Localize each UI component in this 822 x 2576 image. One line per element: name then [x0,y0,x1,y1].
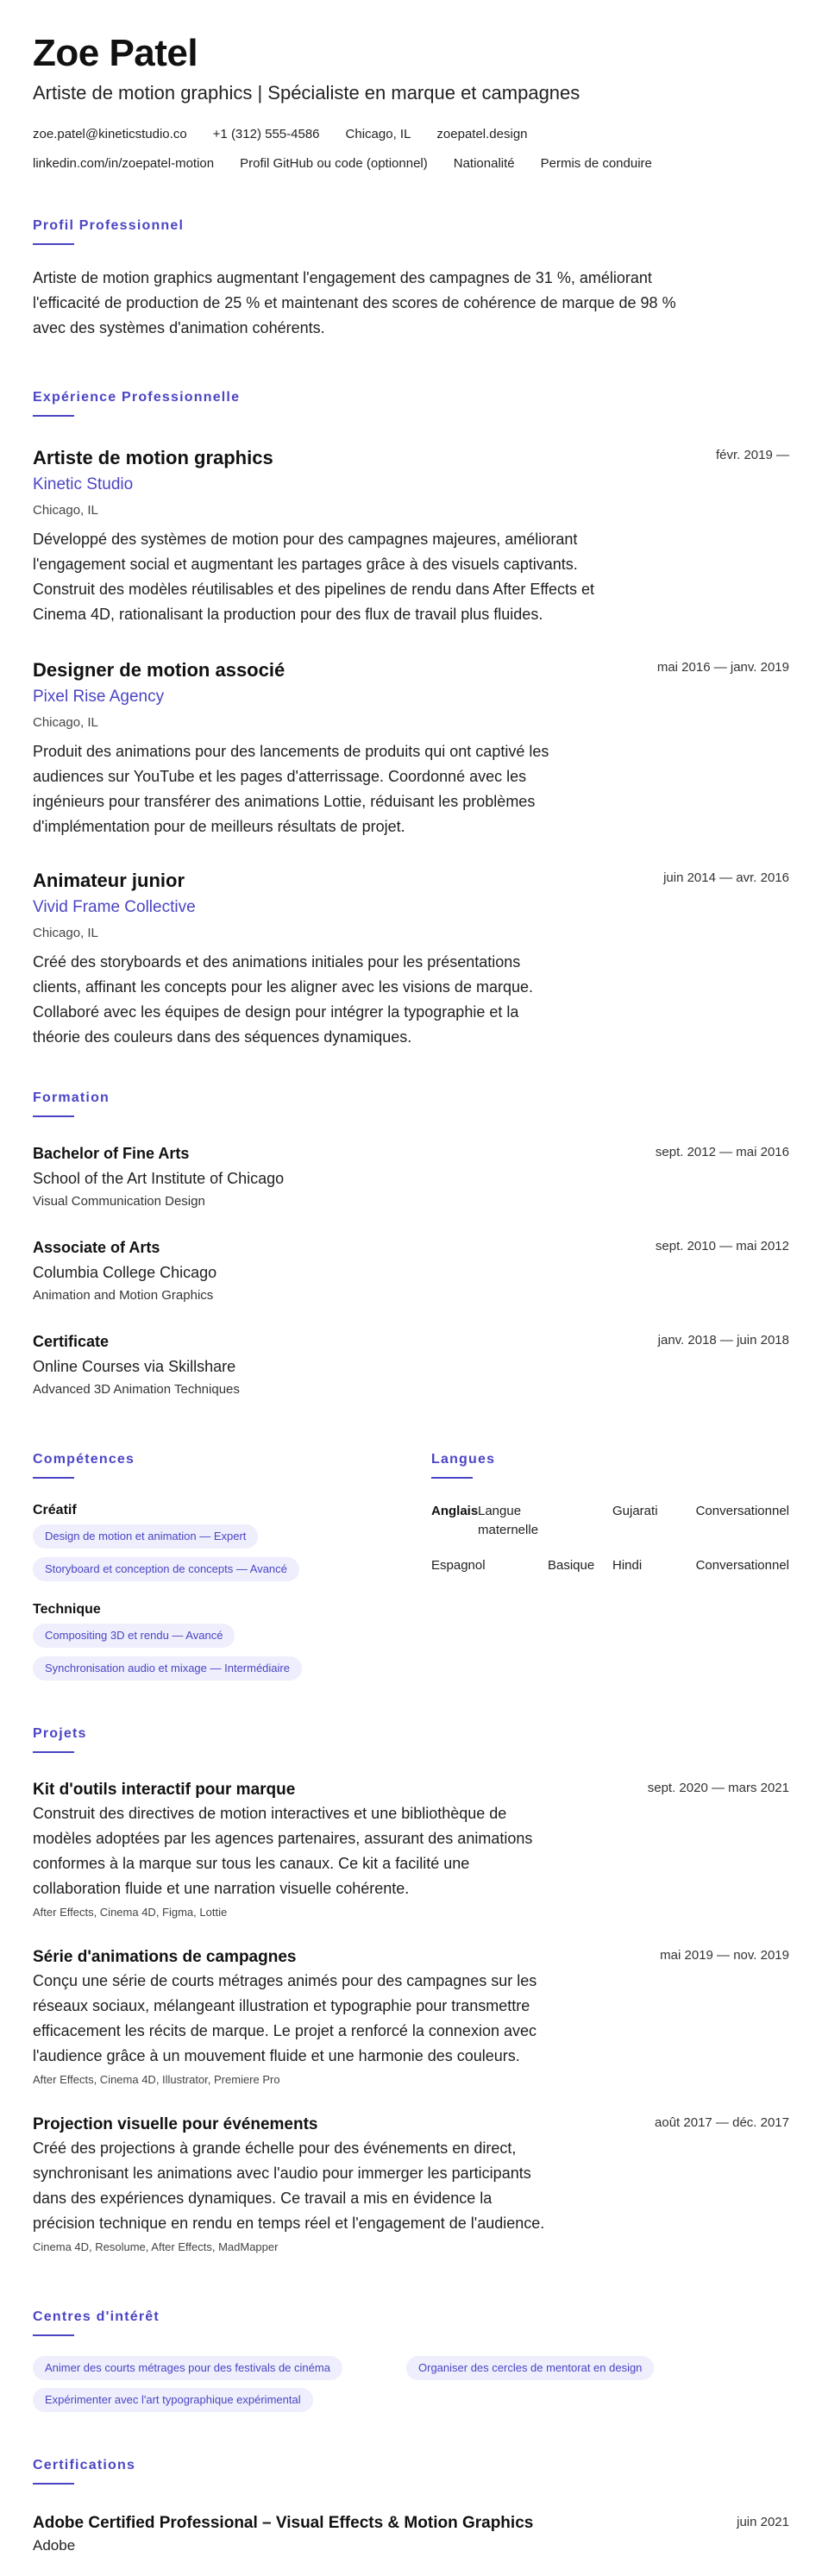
section-title-languages: Langues [431,1452,496,1467]
contact-email[interactable]: zoe.patel@kineticstudio.co [33,127,187,141]
job-desc-line: théorie des couleurs dans des séquences dynamiques. [33,1028,412,1046]
interest-pill: Animer des courts métrages pour des festivals de cinéma [33,2356,342,2380]
section-rule [33,1751,74,1753]
job-location: Chicago, IL [33,715,98,730]
job-desc-line: Cinema 4D, rationalisant la production pour des flux de travail plus fluides. [33,606,543,623]
job-desc-line: Créé des storyboards et des animations initiales pour les présentations [33,953,521,971]
section-title-experience: Expérience Professionnelle [33,390,241,405]
skill-pill: Design de motion et animation — Expert [33,1524,258,1549]
language-name: Gujarati [612,1504,658,1518]
job-company: Kinetic Studio [33,475,134,493]
project-desc-line: Construit des directives de motion interactives et une bibliothèque de [33,1805,507,1822]
project-tech: Cinema 4D, Resolume, After Effects, MadMapper [33,2240,279,2253]
section-title-profile: Profil Professionnel [33,218,185,233]
section-rule [33,2483,74,2485]
language-level: Langue [478,1504,522,1518]
candidate-name: Zoe Patel [33,32,198,74]
language-name: Espagnol [431,1558,486,1573]
job-desc-line: audiences sur YouTube et les pages d'atterrissage. Coordonné avec les [33,768,527,785]
project-desc-line: synchronisant les animations avec l'audio pour immerger les participants [33,2164,531,2182]
contact-license: Permis de conduire [540,156,652,171]
job-description [33,950,654,1050]
language-level: Basique [548,1558,595,1573]
edu-school: School of the Art Institute of Chicago [33,1170,285,1187]
skill-pill: Compositing 3D et rendu — Avancé [33,1624,235,1648]
edu-field: Animation and Motion Graphics [33,1288,214,1303]
job-dates: févr. 2019 — [715,448,789,462]
project-desc-line: modèles adoptées par les agences partenaires, assurant des animations [33,1830,533,1847]
project-desc-line: collaboration fluide et une narration visuelle cohérente. [33,1880,410,1897]
section-rule [33,243,74,245]
edu-field: Advanced 3D Animation Techniques [33,1382,240,1397]
project-tech: After Effects, Cinema 4D, Illustrator, Premiere Pro [33,2073,280,2086]
profile-line: Artiste de motion graphics augmentant l'engagement des campagnes de 31 %, améliorant [33,269,652,286]
contact-row-1 [33,126,554,143]
skill-group-title: Technique [33,1602,101,1617]
edu-degree: Certificate [33,1333,110,1350]
job-dates: mai 2016 — janv. 2019 [656,660,789,675]
cert-title: Adobe Certified Professional – Visual Effects & Motion Graphics [33,2514,534,2532]
section-title-interests: Centres d'intérêt [33,2309,160,2324]
job-desc-line: d'implémentation pour de meilleurs résultats de projet. [33,818,405,835]
job-desc-line: Construit des modèles réutilisables et des pipelines de rendu dans After Effects et [33,581,595,598]
project-dates: août 2017 — déc. 2017 [655,2115,789,2130]
project-desc-line: conformes à la marque sur tous les canaux. Ce kit a facilité une [33,1855,470,1872]
section-rule [33,2334,74,2336]
contact-phone[interactable]: +1 (312) 555-4586 [212,127,320,141]
section-title-education: Formation [33,1090,110,1105]
job-title: Animateur junior [33,870,185,891]
section-rule [431,1477,473,1479]
cert-org: Adobe [33,2537,76,2554]
project-description [33,2136,645,2236]
project-title: Kit d'outils interactif pour marque [33,1781,296,1799]
section-rule [33,1477,74,1479]
project-description [33,1801,645,1901]
project-desc-line: précision technique en rendu en temps réel et l'engagement de l'audience. [33,2215,545,2232]
job-description [33,739,654,839]
interest-pill: Expérimenter avec l'art typographique expérimental [33,2388,313,2412]
section-rule [33,1115,74,1117]
contact-nationality: Nationalité [453,156,515,171]
project-title: Projection visuelle pour événements [33,2115,318,2133]
section-title-projects: Projets [33,1726,87,1741]
project-description [33,1969,645,2069]
job-desc-line: Produit des animations pour des lancements de produits qui ont captivé les [33,743,549,760]
project-tech: After Effects, Cinema 4D, Figma, Lottie [33,1906,228,1919]
job-desc-line: Collaboré avec les équipes de design pour intégrer la typographie et la [33,1003,519,1021]
language-level-cont: maternelle [478,1523,539,1537]
project-desc-line: réseaux sociaux, mélangeant illustration et typographie pour transmettre [33,1997,530,2014]
project-desc-line: Conçu une série de courts métrages animés pour des campagnes sur les [33,1972,537,1989]
interest-pill: Organiser des cercles de mentorat en design [406,2356,654,2380]
job-desc-line: clients, affinant les concepts pour les aligner avec les visions de marque. [33,978,533,996]
section-title-skills: Compétences [33,1452,135,1467]
contact-website[interactable]: zoepatel.design [436,127,528,141]
project-desc-line: efficacement les récits de marque. Le projet a renforcé la connexion avec [33,2022,536,2039]
job-location: Chicago, IL [33,926,98,940]
project-desc-line: Créé des projections à grande échelle pour des événements en direct, [33,2139,517,2157]
skill-pill: Synchronisation audio et mixage — Intermédiaire [33,1656,302,1681]
edu-school: Online Courses via Skillshare [33,1358,236,1375]
project-title: Série d'animations de campagnes [33,1948,297,1966]
job-description [33,527,654,627]
job-dates: juin 2014 — avr. 2016 [663,870,789,885]
edu-dates: janv. 2018 — juin 2018 [657,1333,789,1348]
edu-dates: sept. 2012 — mai 2016 [655,1145,789,1159]
edu-degree: Associate of Arts [33,1239,160,1256]
project-desc-line: l'audience grâce à un mouvement fluide et une harmonie des couleurs. [33,2047,520,2064]
contact-linkedin[interactable]: linkedin.com/in/zoepatel-motion [33,156,215,171]
skill-pill: Storyboard et conception de concepts — Avancé [33,1557,299,1581]
job-title: Artiste de motion graphics [33,447,273,468]
project-dates: sept. 2020 — mars 2021 [647,1781,789,1795]
section-rule [33,415,74,417]
profile-line: l'efficacité de production de 25 % et maintenant des scores de cohérence de marque de 98 % [33,294,676,311]
contact-row-2 [33,155,678,173]
project-dates: mai 2019 — nov. 2019 [660,1948,789,1963]
job-company: Vivid Frame Collective [33,898,196,916]
section-title-certifications: Certifications [33,2458,136,2472]
job-company: Pixel Rise Agency [33,688,165,706]
job-title: Designer de motion associé [33,659,286,681]
job-desc-line: Développé des systèmes de motion pour des campagnes majeures, améliorant [33,531,578,548]
language-name: Anglais [431,1504,479,1518]
project-desc-line: dans des expériences dynamiques. Ce travail a mis en évidence la [33,2190,493,2207]
profile-line: avec des systèmes d'animation cohérents. [33,319,325,336]
profile-summary [33,266,792,341]
language-level: Conversationnel [695,1558,789,1573]
job-location: Chicago, IL [33,503,98,518]
contact-location: Chicago, IL [345,127,411,141]
job-desc-line: ingénieurs pour transférer des animations Lottie, réduisant les problèmes [33,793,536,810]
language-name: Hindi [612,1558,643,1573]
edu-school: Columbia College Chicago [33,1264,217,1281]
contact-github[interactable]: Profil GitHub ou code (optionnel) [240,156,428,171]
cert-date: juin 2021 [737,2515,789,2529]
edu-dates: sept. 2010 — mai 2012 [655,1239,789,1253]
job-desc-line: l'engagement social et augmentant les partages grâce à des visuels captivants. [33,556,578,573]
candidate-subtitle: Artiste de motion graphics | Spécialiste en marque et campagnes [33,82,580,104]
edu-degree: Bachelor of Fine Arts [33,1145,190,1162]
language-level: Conversationnel [695,1504,789,1518]
skill-group-title: Créatif [33,1503,77,1517]
edu-field: Visual Communication Design [33,1194,205,1209]
